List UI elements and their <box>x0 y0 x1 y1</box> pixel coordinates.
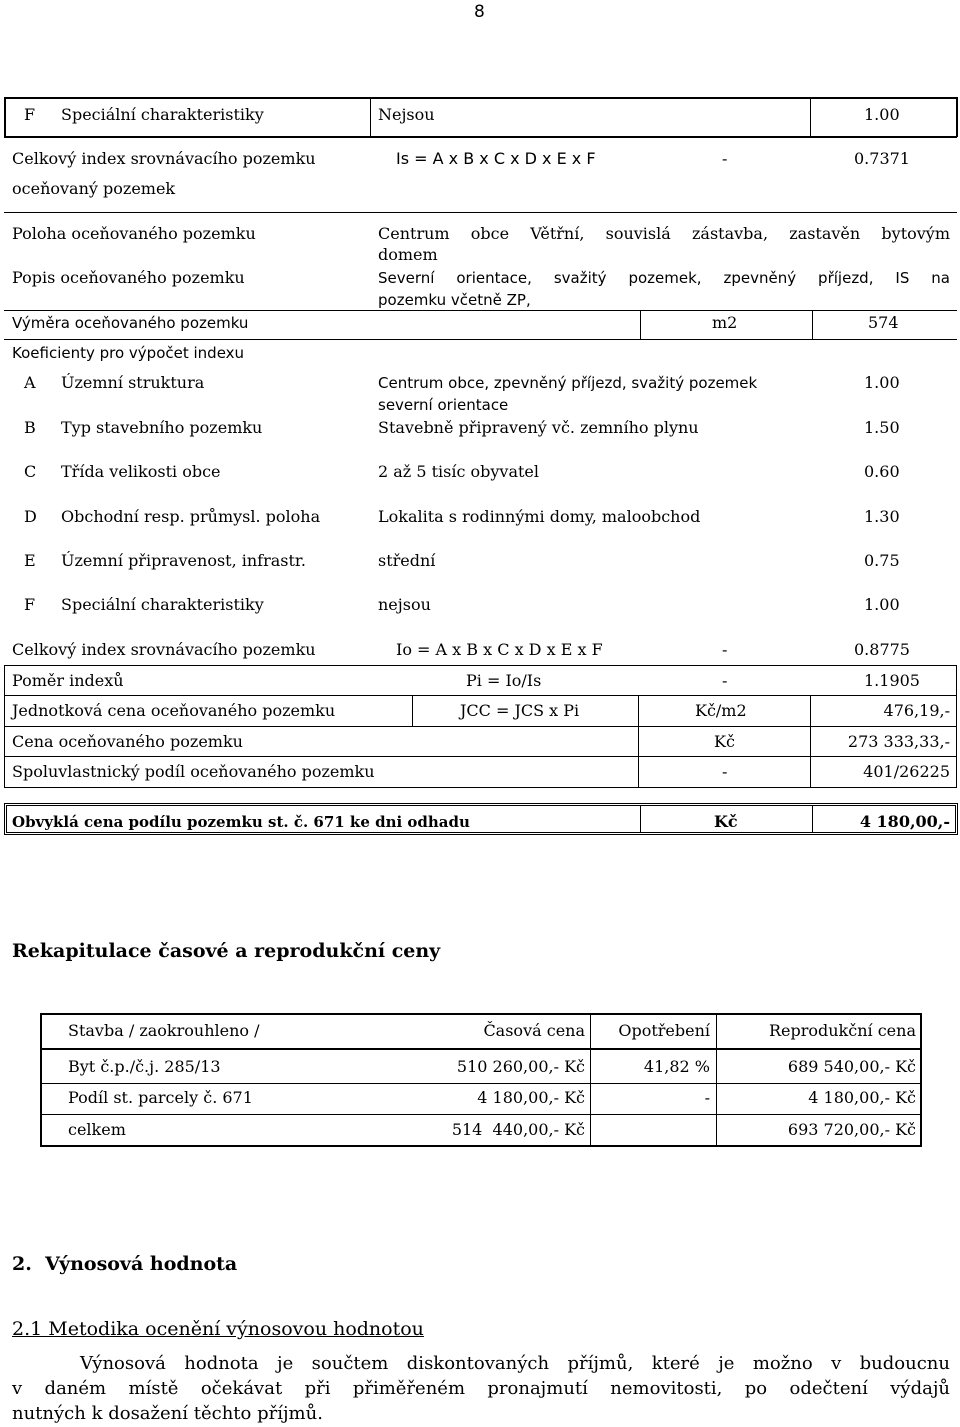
row-code: E <box>24 551 36 570</box>
row-coef: 1.00 <box>864 105 900 124</box>
row-coef: 1.00 <box>864 373 900 392</box>
row-value: střední <box>378 551 436 570</box>
row-label: Speciální charakteristiky <box>61 595 264 614</box>
row-value: Severní orientace, svažitý pozemek, zpevněný příjezd, IS na <box>378 269 950 287</box>
row-value: Lokalita s rodinnými domy, maloobchod <box>378 507 701 526</box>
coef-heading: Koeficienty pro výpočet indexu <box>12 344 245 362</box>
section-title: 2. Výnosová hodnota <box>12 1253 238 1275</box>
row-value: Centrum obce, zpevněný příjezd, svažitý pozemek <box>378 374 758 392</box>
row-unit: Kč <box>714 812 738 831</box>
row-value: 4 180,00,- <box>859 812 950 831</box>
recap-cell: 4 180,00,- Kč <box>808 1088 916 1107</box>
row-label: Výměra oceňovaného pozemku <box>12 314 249 332</box>
recap-cell: celkem <box>68 1120 126 1139</box>
row-value: Stavebně připravený vč. zemního plynu <box>378 418 699 437</box>
section-paragraph-line: nutných k dosažení těchto příjmů. <box>12 1403 323 1424</box>
page-number: 8 <box>474 2 485 22</box>
row-value: 2 až 5 tisíc obyvatel <box>378 462 540 481</box>
row-code: C <box>24 462 37 481</box>
recap-cell: - <box>704 1088 710 1107</box>
row-label: Poloha oceňovaného pozemku <box>12 224 256 243</box>
row-value: Centrum obce Větřní, souvislá zástavba, zastavěn bytovým <box>378 224 950 243</box>
recap-title: Rekapitulace časové a reprodukční ceny <box>12 940 441 962</box>
row-code: F <box>24 105 36 124</box>
row-label: Cena oceňovaného pozemku <box>12 732 243 751</box>
row-coef: 0.60 <box>864 462 900 481</box>
row-value-cont: severní orientace <box>378 396 509 414</box>
recap-cell: 689 540,00,- Kč <box>787 1057 916 1076</box>
recap-cell: 4 180,00,- Kč <box>477 1088 585 1107</box>
row-formula: JCC = JCS x Pi <box>460 701 580 720</box>
row-value: 0.7371 <box>854 149 910 168</box>
row-code: F <box>24 595 36 614</box>
row-coef: 0.75 <box>864 551 900 570</box>
row-coef: 1.50 <box>864 418 900 437</box>
section-heading: oceňovaný pozemek <box>12 179 176 198</box>
row-code: D <box>24 507 37 526</box>
row-label: Spoluvlastnický podíl oceňovaného pozemku <box>12 762 375 781</box>
row-label: Územní struktura <box>61 373 205 392</box>
recap-header-cell: Časová cena <box>483 1021 585 1040</box>
row-value: 476,19,- <box>883 701 950 720</box>
recap-cell: 510 260,00,- Kč <box>456 1057 585 1076</box>
row-label: Jednotková cena oceňovaného pozemku <box>12 701 336 720</box>
row-value: nejsou <box>378 595 431 614</box>
row-value: Nejsou <box>378 105 435 124</box>
row-code: A <box>24 373 36 392</box>
row-label: Poměr indexů <box>12 671 124 690</box>
row-value: 574 <box>868 313 899 332</box>
recap-header-cell: Opotřebení <box>618 1021 710 1040</box>
row-label: Třída velikosti obce <box>61 462 221 481</box>
row-unit: - <box>722 762 728 781</box>
row-label: Celkový index srovnávacího pozemku <box>12 640 316 659</box>
recap-cell: 693 720,00,- Kč <box>787 1120 916 1139</box>
section-paragraph-line: v daném místě očekávat při přiměřeném pronajmutí nemovitosti, po odečtení výdajů <box>12 1378 950 1399</box>
section-subtitle: 2.1 Metodika ocenění výnosovou hodnotou <box>12 1318 424 1340</box>
row-label: Obchodní resp. průmysl. poloha <box>61 507 321 526</box>
row-code: B <box>24 418 36 437</box>
section-paragraph-line: Výnosová hodnota je součtem diskontovaných příjmů, které je možno v budoucnu <box>80 1353 950 1374</box>
row-value: 1.1905 <box>864 671 920 690</box>
row-value: 0.8775 <box>854 640 910 659</box>
row-label: Obvyklá cena podílu pozemku st. č. 671 ke dni odhadu <box>12 813 470 831</box>
row-label: Územní připravenost, infrastr. <box>61 551 306 570</box>
recap-cell: 514 440,00,- Kč <box>451 1120 585 1139</box>
row-value: 401/26225 <box>863 762 950 781</box>
row-coef: 1.30 <box>864 507 900 526</box>
row-label: Celkový index srovnávacího pozemku <box>12 149 316 168</box>
row-unit: - <box>722 671 728 690</box>
row-unit: - <box>722 640 728 659</box>
row-formula: Io = A x B x C x D x E x F <box>396 640 603 659</box>
row-value: 273 333,33,- <box>847 732 950 751</box>
row-formula: Is = A x B x C x D x E x F <box>396 149 596 168</box>
recap-cell: 41,82 % <box>643 1057 710 1076</box>
row-unit: m2 <box>712 313 738 332</box>
recap-header-cell: Reprodukční cena <box>768 1021 916 1040</box>
row-value-cont: domem <box>378 245 438 264</box>
row-label: Popis oceňovaného pozemku <box>12 268 245 287</box>
recap-cell: Podíl st. parcely č. 671 <box>68 1088 253 1107</box>
recap-header-cell: Stavba / zaokrouhleno / <box>68 1021 260 1040</box>
row-label: Speciální charakteristiky <box>61 105 264 124</box>
row-value-cont: pozemku včetně ZP, <box>378 291 531 309</box>
row-coef: 1.00 <box>864 595 900 614</box>
row-formula: Pi = Io/Is <box>466 671 542 690</box>
row-unit: - <box>722 149 728 168</box>
row-unit: Kč/m2 <box>695 701 747 720</box>
recap-cell: Byt č.p./č.j. 285/13 <box>68 1057 221 1076</box>
row-label: Typ stavebního pozemku <box>61 418 263 437</box>
row-unit: Kč <box>714 732 735 751</box>
